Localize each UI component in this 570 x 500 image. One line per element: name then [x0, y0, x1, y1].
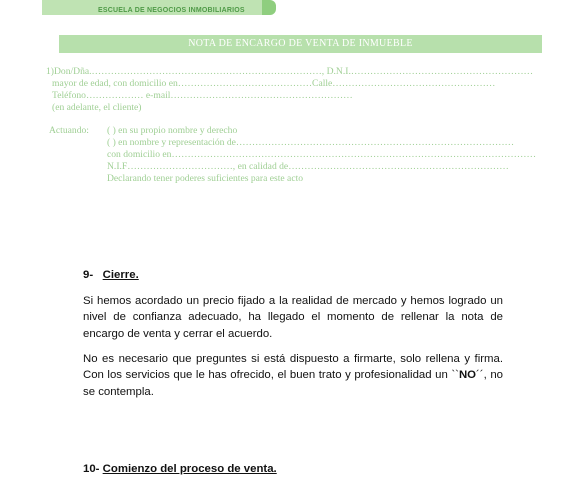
section-9-title: Cierre. [102, 269, 139, 281]
form-line-client: (en adelante, el cliente) [52, 102, 142, 113]
form-acting-label: Actuando: [49, 125, 89, 136]
form-line-rep-address: con domicilio en…………………………………………………………………………………………………… [107, 149, 537, 160]
form-title: NOTA DE ENCARGO DE VENTA DE INMUEBLE [59, 35, 542, 53]
form-line-phone: Teléfono……………… e-mail………………………………………………… [52, 90, 353, 101]
section-9-number: 9- [83, 269, 94, 281]
section-9-paragraph-1: Si hemos acordado un precio fijado a la realidad de mercado y hemos logrado un nivel de confianza adecuado, ha llegado el momento de rellenar la nota de encargo de venta y cerrar el acuerdo. [83, 295, 503, 340]
section-10-heading [83, 461, 503, 477]
form-line-name: 1)Don/Dña.………………………………………………………………, D.N.I.………………………………………………… [46, 66, 534, 77]
form-line-nif: N.I.F……………………………, en calidad de…………………………………………………………… [107, 161, 509, 172]
section-10-number: 10- [83, 463, 100, 475]
form-line-address: mayor de edad, con domicilio en……………………………………Calle…………………………………………… [52, 78, 496, 89]
form-option-own-name: ( ) en su propio nombre y derecho [107, 125, 238, 136]
paragraph-2-text-before: No es necesario que preguntes si está dispuesto a firmarte, solo rellena y firma. Con los servicios que le has ofrecido, el buen trato y profesionalidad un `` [83, 353, 503, 382]
form-logo-icon [262, 0, 276, 15]
section-9-paragraph-2 [83, 351, 503, 400]
section-10-title: Comienzo del proceso de venta. [102, 463, 277, 475]
form-line-powers: Declarando tener poderes suficientes para este acto [107, 173, 304, 184]
form-option-representation: ( ) en nombre y representación de…………………………………………………………………………… [107, 137, 515, 148]
form-logo-text: ESCUELA DE NEGOCIOS INMOBILIARIOS [98, 7, 245, 14]
form-image [42, 0, 558, 200]
section-9-heading [83, 267, 503, 283]
paragraph-2-bold-no: NO [458, 369, 477, 382]
paragraph-2-text-after: ´´, no se contempla. [83, 369, 503, 398]
